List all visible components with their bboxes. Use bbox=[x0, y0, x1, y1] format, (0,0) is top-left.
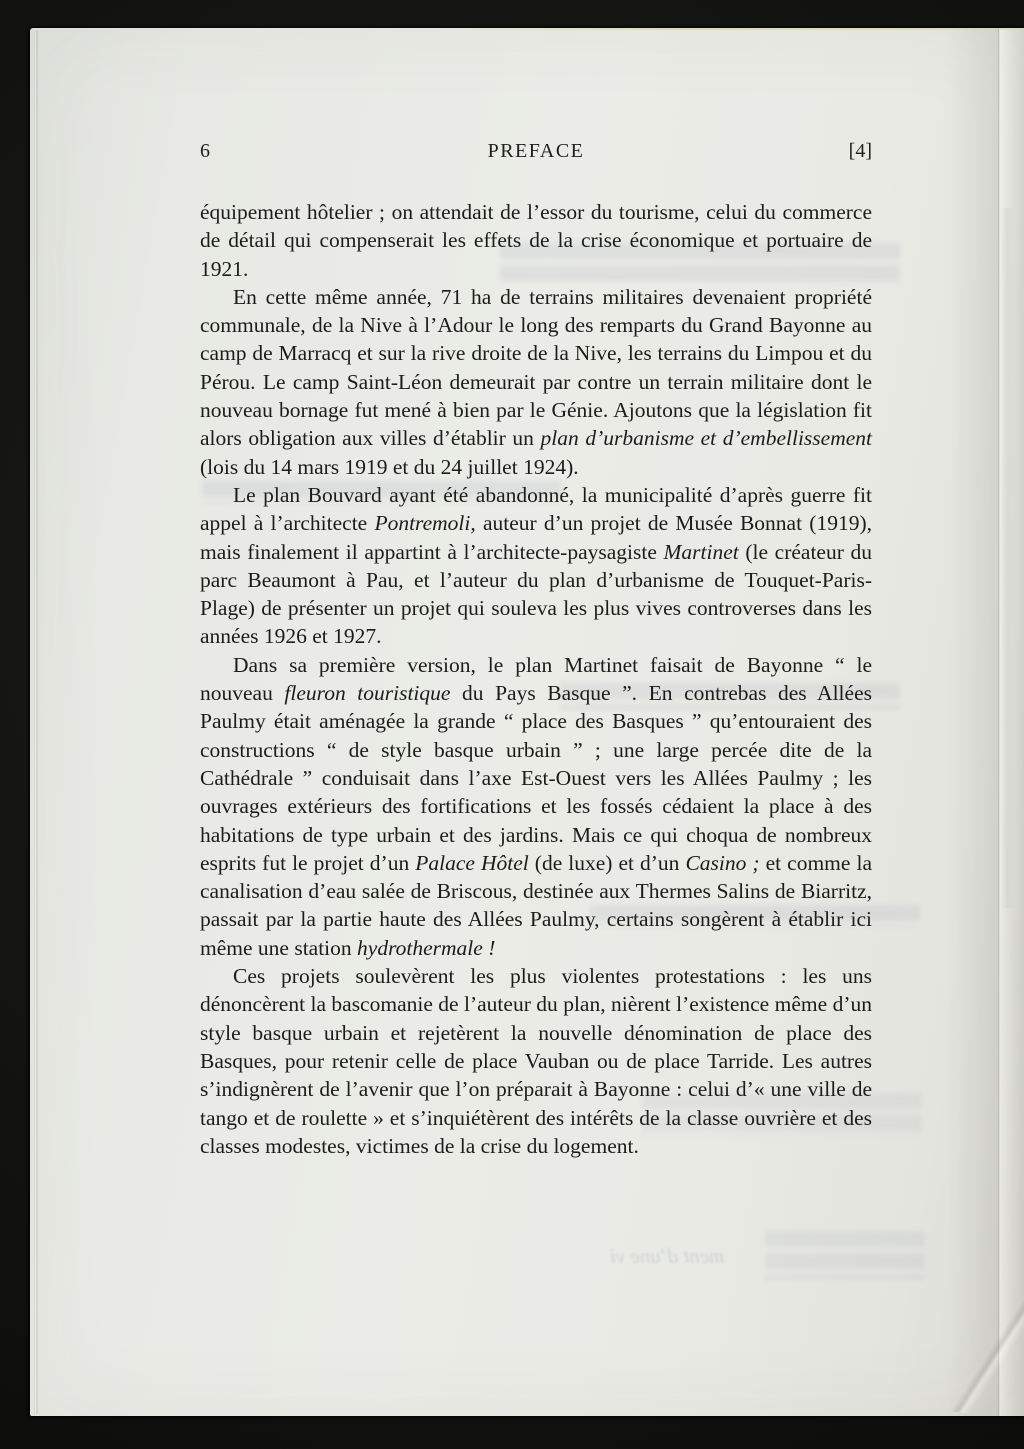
italic-text-segment: fleuron touristique bbox=[284, 681, 451, 706]
page-number: 6 bbox=[200, 140, 210, 162]
body-text bbox=[200, 198, 872, 1160]
next-page-edge bbox=[1000, 28, 1024, 1416]
italic-text-segment: Martinet bbox=[663, 539, 739, 564]
text-segment: Le plan Bouvard ayant été abandonné, la municipalité d’après guerre fit appel à l’architecte bbox=[200, 482, 872, 536]
page-fold-shading bbox=[946, 28, 998, 1416]
book-page bbox=[30, 28, 1024, 1416]
text-segment: équipement hôtelier ; on attendait de l’essor du tourisme, celui du commerce de détail qui compenserait les effets de la crise économique et portuaire de 1921. bbox=[200, 200, 872, 281]
paragraph bbox=[200, 283, 872, 481]
paragraph bbox=[200, 651, 872, 962]
text-segment: et comme la canalisation d’eau salée de Briscous, destinée aux Thermes Salins de Biarritz, passait par la partie haute des Allées Paulmy, certains songèrent à établir ici même une station bbox=[200, 850, 872, 960]
text-segment: auteur d’un projet de Musée Bonnat (1919), mais finalement il appartint à l’architecte-paysagiste bbox=[200, 511, 872, 564]
running-title: PREFACE bbox=[487, 140, 585, 162]
paragraph bbox=[200, 481, 872, 651]
verso-show-through-text: ment d’une vi bbox=[610, 1244, 725, 1268]
paragraph bbox=[200, 198, 872, 283]
italic-text-segment: Palace Hôtel bbox=[415, 850, 529, 875]
margin-folio-number: [4] bbox=[848, 140, 872, 162]
paragraph bbox=[200, 962, 872, 1160]
verso-show-through bbox=[765, 1228, 925, 1280]
page-edge-line bbox=[998, 28, 1000, 1416]
text-segment: Ces projets soulevèrent les plus violentes protestations : les uns dénoncèrent la bascomanie de l’auteur du plan, nièrent l’existence même d’un style basque urbain et rejetèrent la nouvelle dénomination de place des Basques, pour retenir celle de place Vauban ou de place Tarride. Les autres s’indignèrent de l’avenir que l’on préparait à Bayonne : celui d’« une ville de tango et de roulette » et s’inquiétèrent des intérêts de la classe ouvrière et des classes modestes, victimes de la crise du logement. bbox=[200, 964, 872, 1158]
text-segment: Dans sa première version, le plan Martinet faisait de Bayonne “ le nouveau bbox=[200, 652, 872, 706]
text-segment: du Pays Basque ”. En contrebas des Allées Paulmy était aménagée la grande “ place des Basques ” qu’entouraient des constructions “ de style basque urbain ” ; une large percée dite de la Cathédrale ” conduisait dans l’axe Est-Ouest vers les Allées Paulmy ; les ouvrages extérieurs des fortifications et les fossés cédaient la place à des habitations de type urbain et des jardins. Mais ce qui choqua de nombreux esprits fut le projet d’un bbox=[200, 681, 872, 875]
italic-text-segment: Casino ; bbox=[685, 850, 760, 875]
italic-text-segment: Pontremoli, bbox=[374, 511, 476, 536]
italic-text-segment: hydrothermale ! bbox=[357, 935, 496, 960]
text-segment: En cette même année, 71 ha de terrains militaires devenaient propriété communale, de la Nive à l’Adour le long des remparts du Grand Bayonne au camp de Marracq et sur la rive droite de la Nive, les terrains du Limpou et du Pérou. Le camp Saint-Léon demeurait par contre un terrain militaire dont le nouveau bornage fut mené à bien par le Génie. Ajoutons que la législation fit alors obligation aux villes d’établir un bbox=[200, 284, 872, 451]
italic-text-segment: plan d’urbanisme et d’embellissement bbox=[540, 426, 872, 451]
text-segment: (lois du 14 mars 1919 et du 24 juillet 1924). bbox=[200, 454, 579, 479]
text-segment: (le créateur du parc Beaumont à Pau, et l’auteur du plan d’urbanisme de Touquet-Paris-Plage) de présenter un projet qui souleva les plus vives controverses dans les années 1926 et 1927. bbox=[200, 539, 872, 649]
running-header bbox=[200, 140, 872, 166]
text-segment: (de luxe) et d’un bbox=[528, 850, 686, 875]
